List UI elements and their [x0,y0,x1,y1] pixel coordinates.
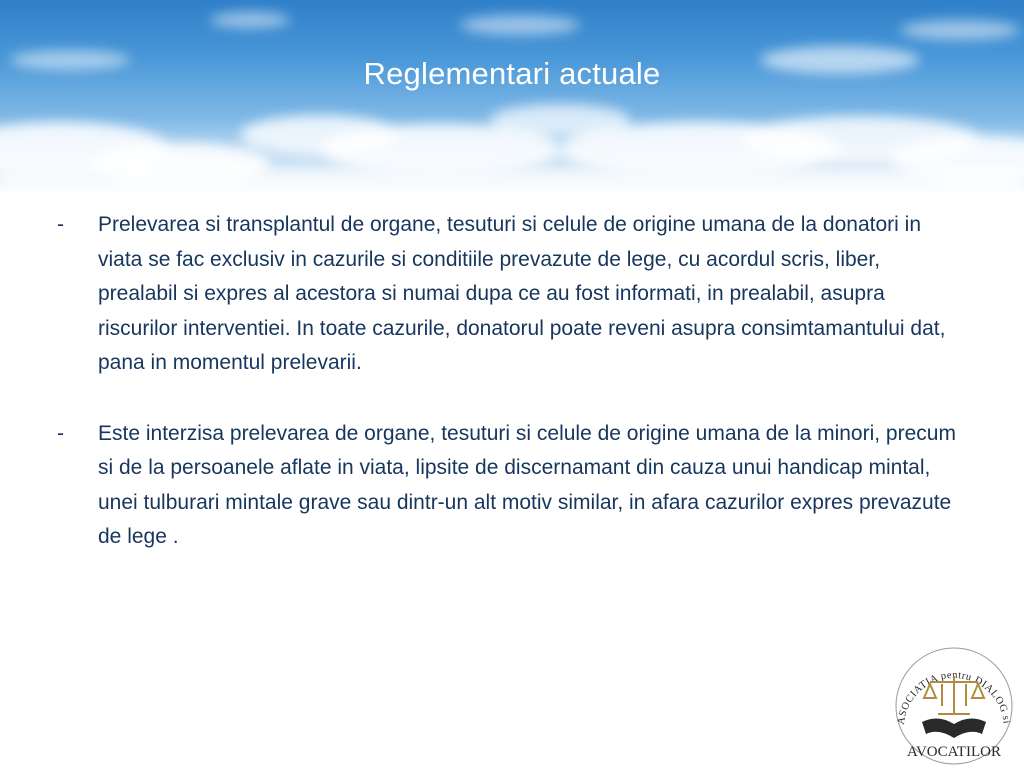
scales-of-justice-logo-icon [886,640,1022,768]
logo-bottom-text: AVOCATILOR [907,744,1001,760]
sky-header-background [0,0,1024,195]
bullet-list [57,208,962,591]
slide-title: Reglementari actuale [363,56,661,91]
svg-text:ASOCIATIA pentru DIALOG si SOL: ASOCIATIA pentru DIALOG si [896,669,1012,726]
bullet-marker: - [57,421,64,445]
list-item [57,208,962,381]
clouds-decoration [0,0,1024,195]
bullet-text: Este interzisa prelevarea de organe, tesuturi si celule de origine umana de la minori, precum si de la persoanele aflate in viata, lipsite de discernamant din cauza unui handicap mintal, unei tulburari mintale grave sau dintr-un alt motiv similar, in afara cazurilor expres prevazute de lege . [98,421,956,548]
list-item [57,417,962,555]
association-logo [886,640,1022,768]
bullet-marker: - [57,213,64,236]
bullet-text: Prelevarea si transplantul de organe, tesuturi si celule de origine umana de la donatori in viata se fac exclusiv in cazurile si conditiile prevazute de lege, cu acordul scris, liber, prealabil si expres al acestora si numai dupa ce au fost informati, in prealabil, asupra riscurilor interventiei. In toate cazurile, donatorul poate reveni asupra consimtamantului dat, pana in momentul prelevarii. [98,213,946,374]
